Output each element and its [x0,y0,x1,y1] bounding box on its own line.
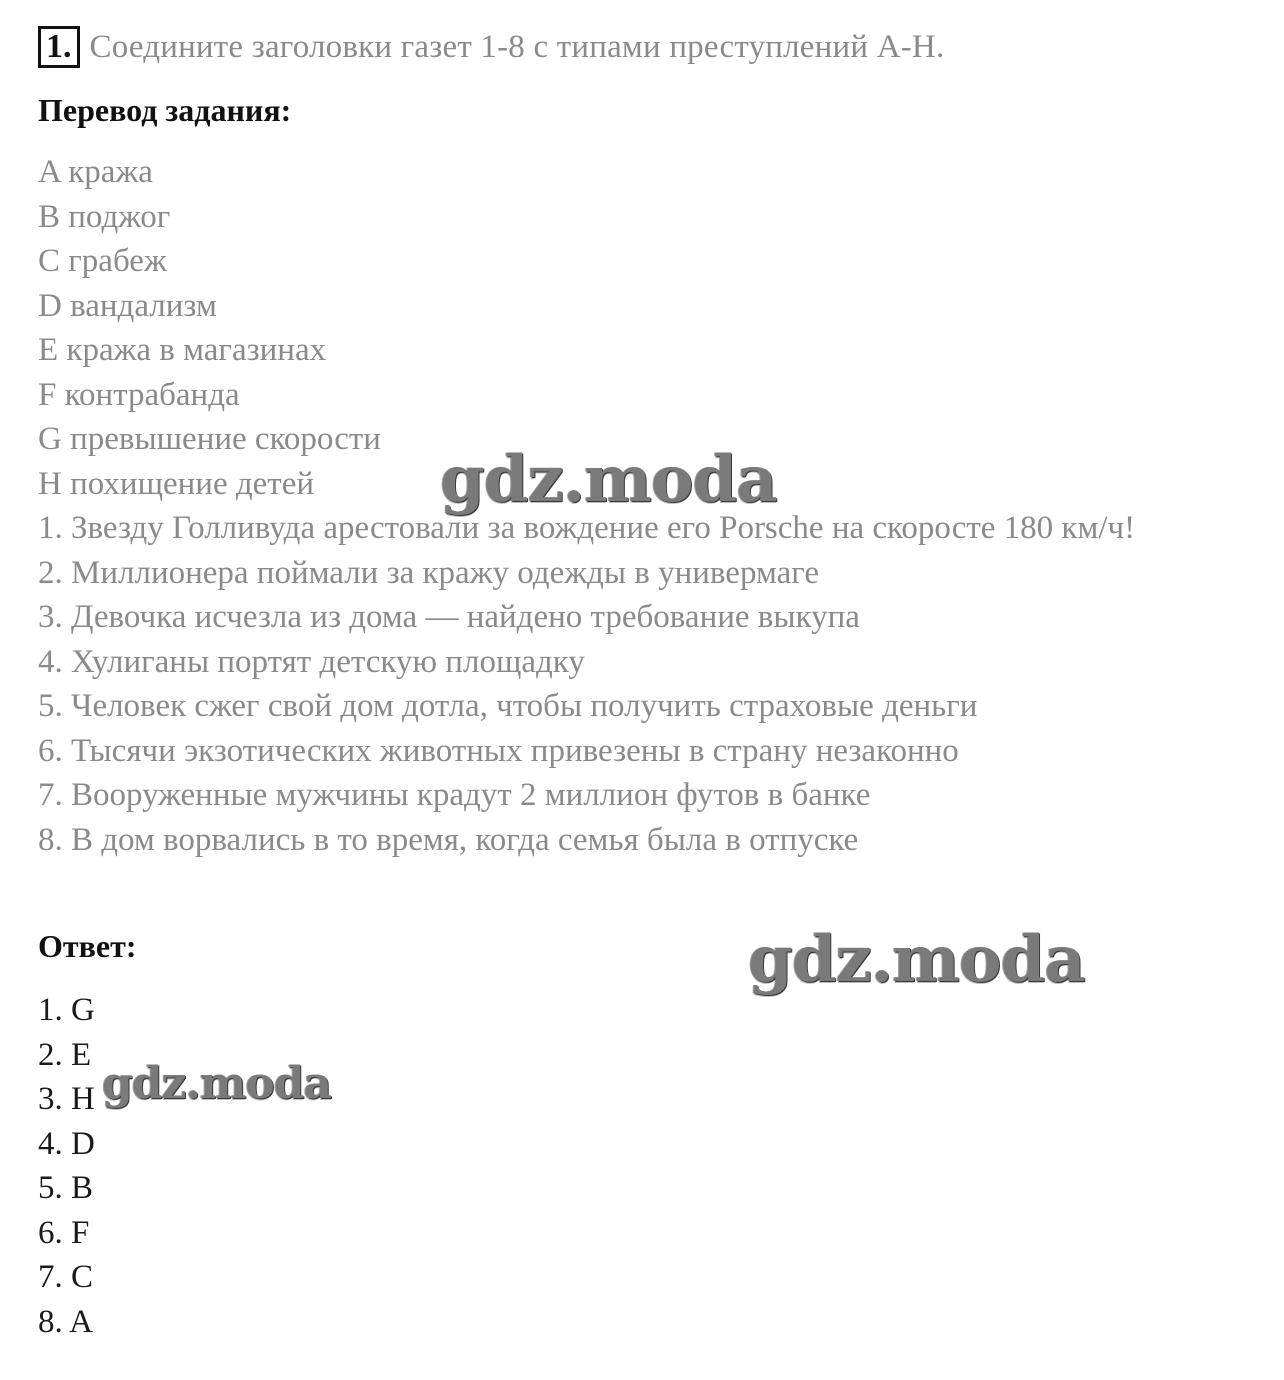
crime-type-item: G превышение скорости [38,421,381,457]
crime-type-item: A кража [38,154,153,190]
answer-item: 5. B [38,1170,94,1206]
answer-item: 3. H [38,1081,95,1117]
headline-item: 6. Тысячи экзотических животных привезены в страну незаконно [38,732,959,769]
headline-item: 2. Миллионера поймали за кражу одежды в универмаге [38,554,819,591]
answer-item: 6. F [38,1214,90,1251]
task-instruction: Соедините заголовки газет 1-8 с типами преступлений A-H. [89,28,945,65]
crime-type-item: B поджог [38,198,171,235]
crime-type-item: H похищение детей [38,465,315,502]
headline-item: 7. Вооруженные мужчины крадут 2 миллион футов в банке [38,777,871,813]
translation-title: Перевод задания: [38,92,292,128]
watermark: gdz.moda [748,922,1085,997]
crime-type-item: C грабеж [38,243,167,279]
crime-type-item: F контрабанда [38,376,240,413]
headline-item: 5. Человек сжег свой дом дотла, чтобы получить страховые деньги [38,688,978,724]
headline-item: 4. Хулиганы портят детскую площадку [38,643,585,680]
headline-item: 8. В дом ворвались в то время, когда семья была в отпуске [38,821,859,858]
headline-item: 1. Звезду Голливуда арестовали за вождение его Porsche на скоросте 180 км/ч! [38,510,1136,546]
answer-item: 4. D [38,1125,95,1162]
answer-list [38,988,95,1344]
watermark: gdz.moda [440,442,777,517]
headlines-list [38,506,1253,862]
crime-types-list [38,150,381,506]
crime-type-item: D вандализм [38,287,217,324]
watermark: gdz.moda [102,1058,332,1109]
answer-item: 1. G [38,992,95,1028]
answer-item: 7. C [38,1259,94,1295]
answer-title: Ответ: [38,928,137,964]
headline-item: 3. Девочка исчезла из дома — найдено требование выкупа [38,599,860,635]
task-header [38,26,944,68]
answer-item: 2. E [38,1036,92,1073]
answer-item: 8. A [38,1303,94,1340]
crime-type-item: E кража в магазинах [38,332,327,368]
task-number-badge: 1. [38,26,80,68]
